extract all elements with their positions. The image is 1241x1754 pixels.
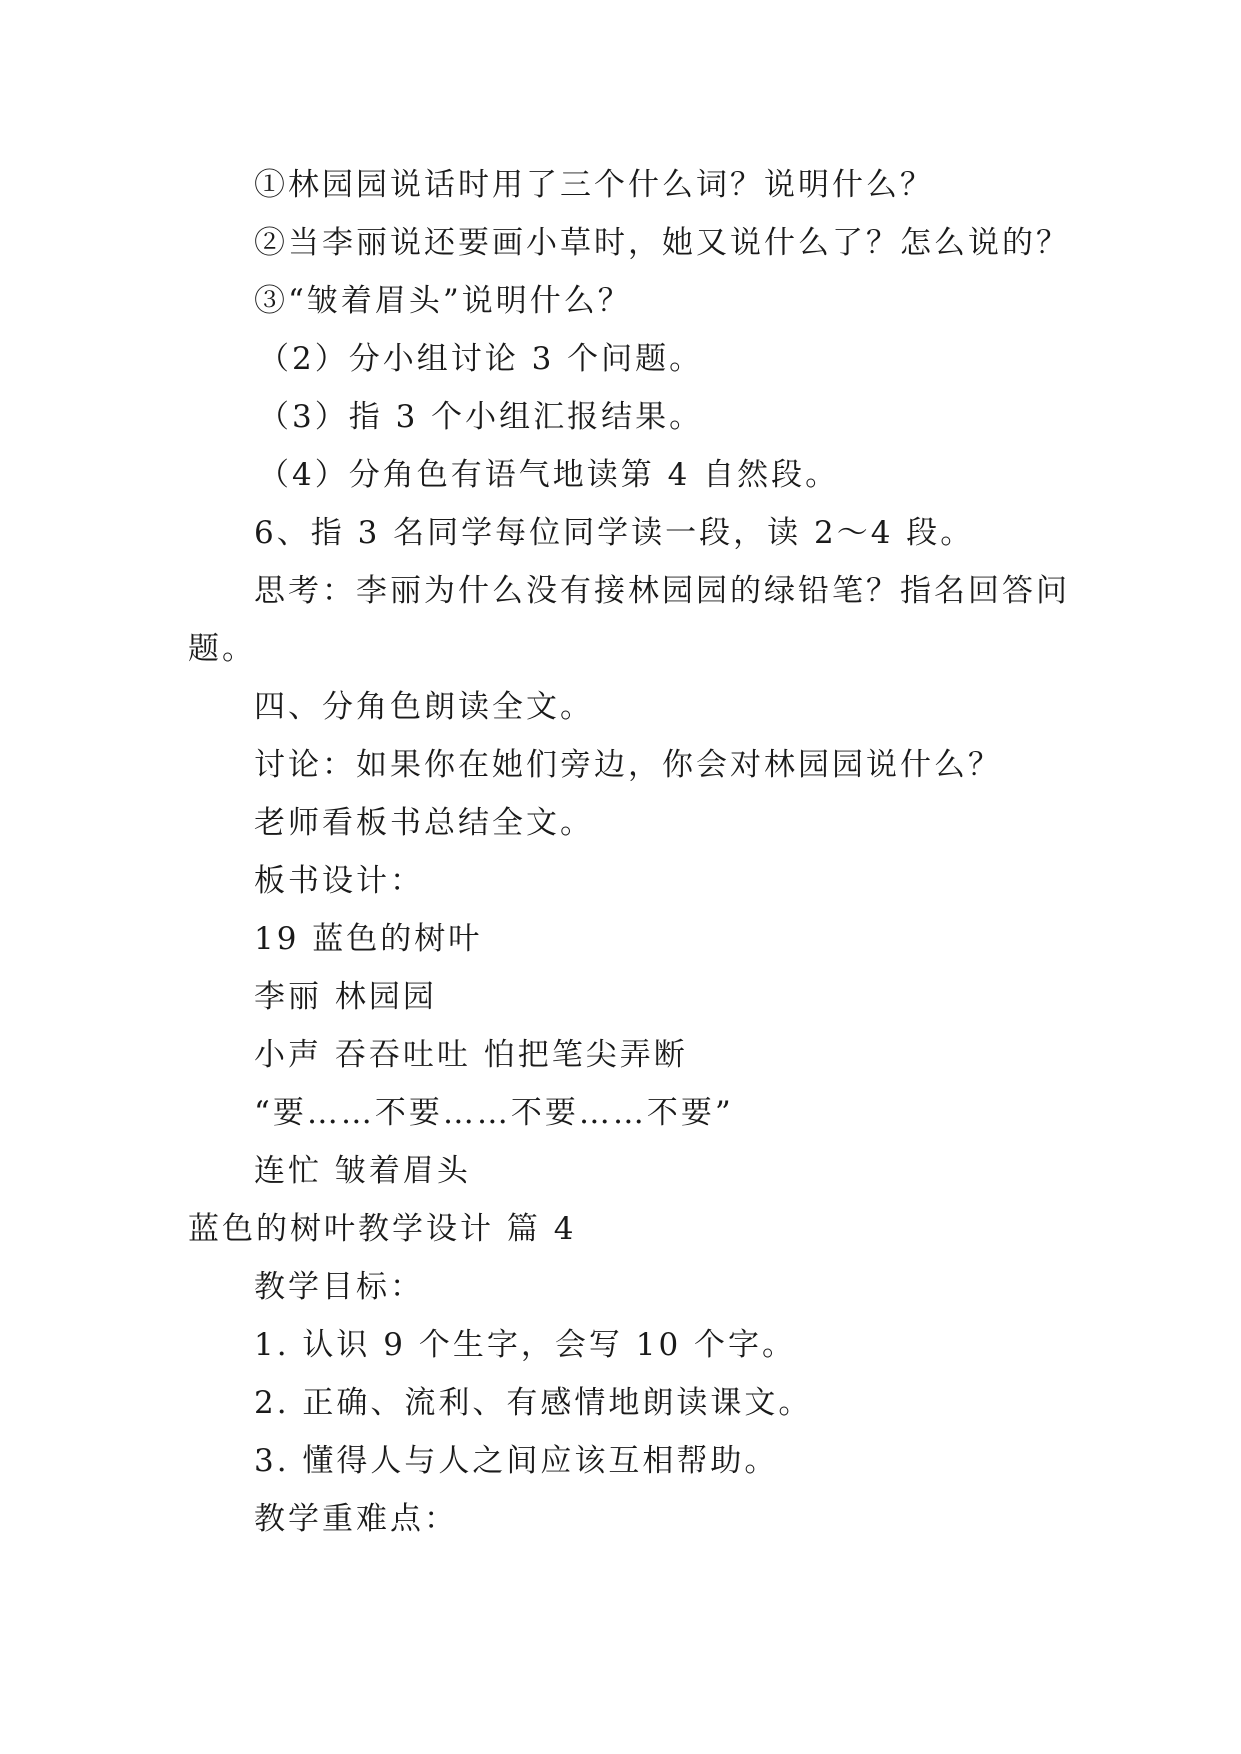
step-6: 6、指 3 名同学每位同学读一段，读 2～4 段。 [254, 515, 975, 551]
think-paragraph: 思考：李丽为什么没有接林园园的绿铅笔？指名回答问 [254, 573, 1070, 609]
step-4: （4）分角色有语气地读第 4 自然段。 [258, 457, 840, 493]
question-1: ①林园园说话时用了三个什么词？说明什么？ [254, 167, 934, 203]
board-line-1: 小声 吞吞吐吐 怕把笔尖弄断 [254, 1037, 688, 1073]
goal-2: 2. 正确、流利、有感情地朗读课文。 [254, 1385, 813, 1421]
key-points-heading: 教学重难点： [254, 1501, 458, 1537]
teacher-summary: 老师看板书总结全文。 [254, 805, 594, 841]
question-3: ③“皱着眉头”说明什么？ [254, 283, 632, 319]
goals-heading: 教学目标： [254, 1269, 424, 1305]
question-2: ②当李丽说还要画小草时，她又说什么了？怎么说的？ [254, 225, 1070, 261]
discussion: 讨论：如果你在她们旁边，你会对林园园说什么？ [254, 747, 1002, 783]
section-four: 四、分角色朗读全文。 [254, 689, 594, 725]
board-design-heading: 板书设计： [254, 863, 424, 899]
step-2: （2）分小组讨论 3 个问题。 [258, 341, 704, 377]
goal-3: 3. 懂得人与人之间应该互相帮助。 [254, 1443, 779, 1479]
board-characters: 李丽 林园园 [254, 979, 437, 1015]
board-title: 19 蓝色的树叶 [254, 921, 483, 957]
step-3: （3）指 3 个小组汇报结果。 [258, 399, 704, 435]
board-line-3: 连忙 皱着眉头 [254, 1153, 471, 1189]
think-paragraph-continued: 题。 [188, 631, 256, 667]
goal-1: 1. 认识 9 个生字，会写 10 个字。 [254, 1327, 797, 1363]
section-heading: 蓝色的树叶教学设计 篇 4 [188, 1211, 577, 1247]
board-line-2: “要……不要……不要……不要” [254, 1095, 734, 1131]
